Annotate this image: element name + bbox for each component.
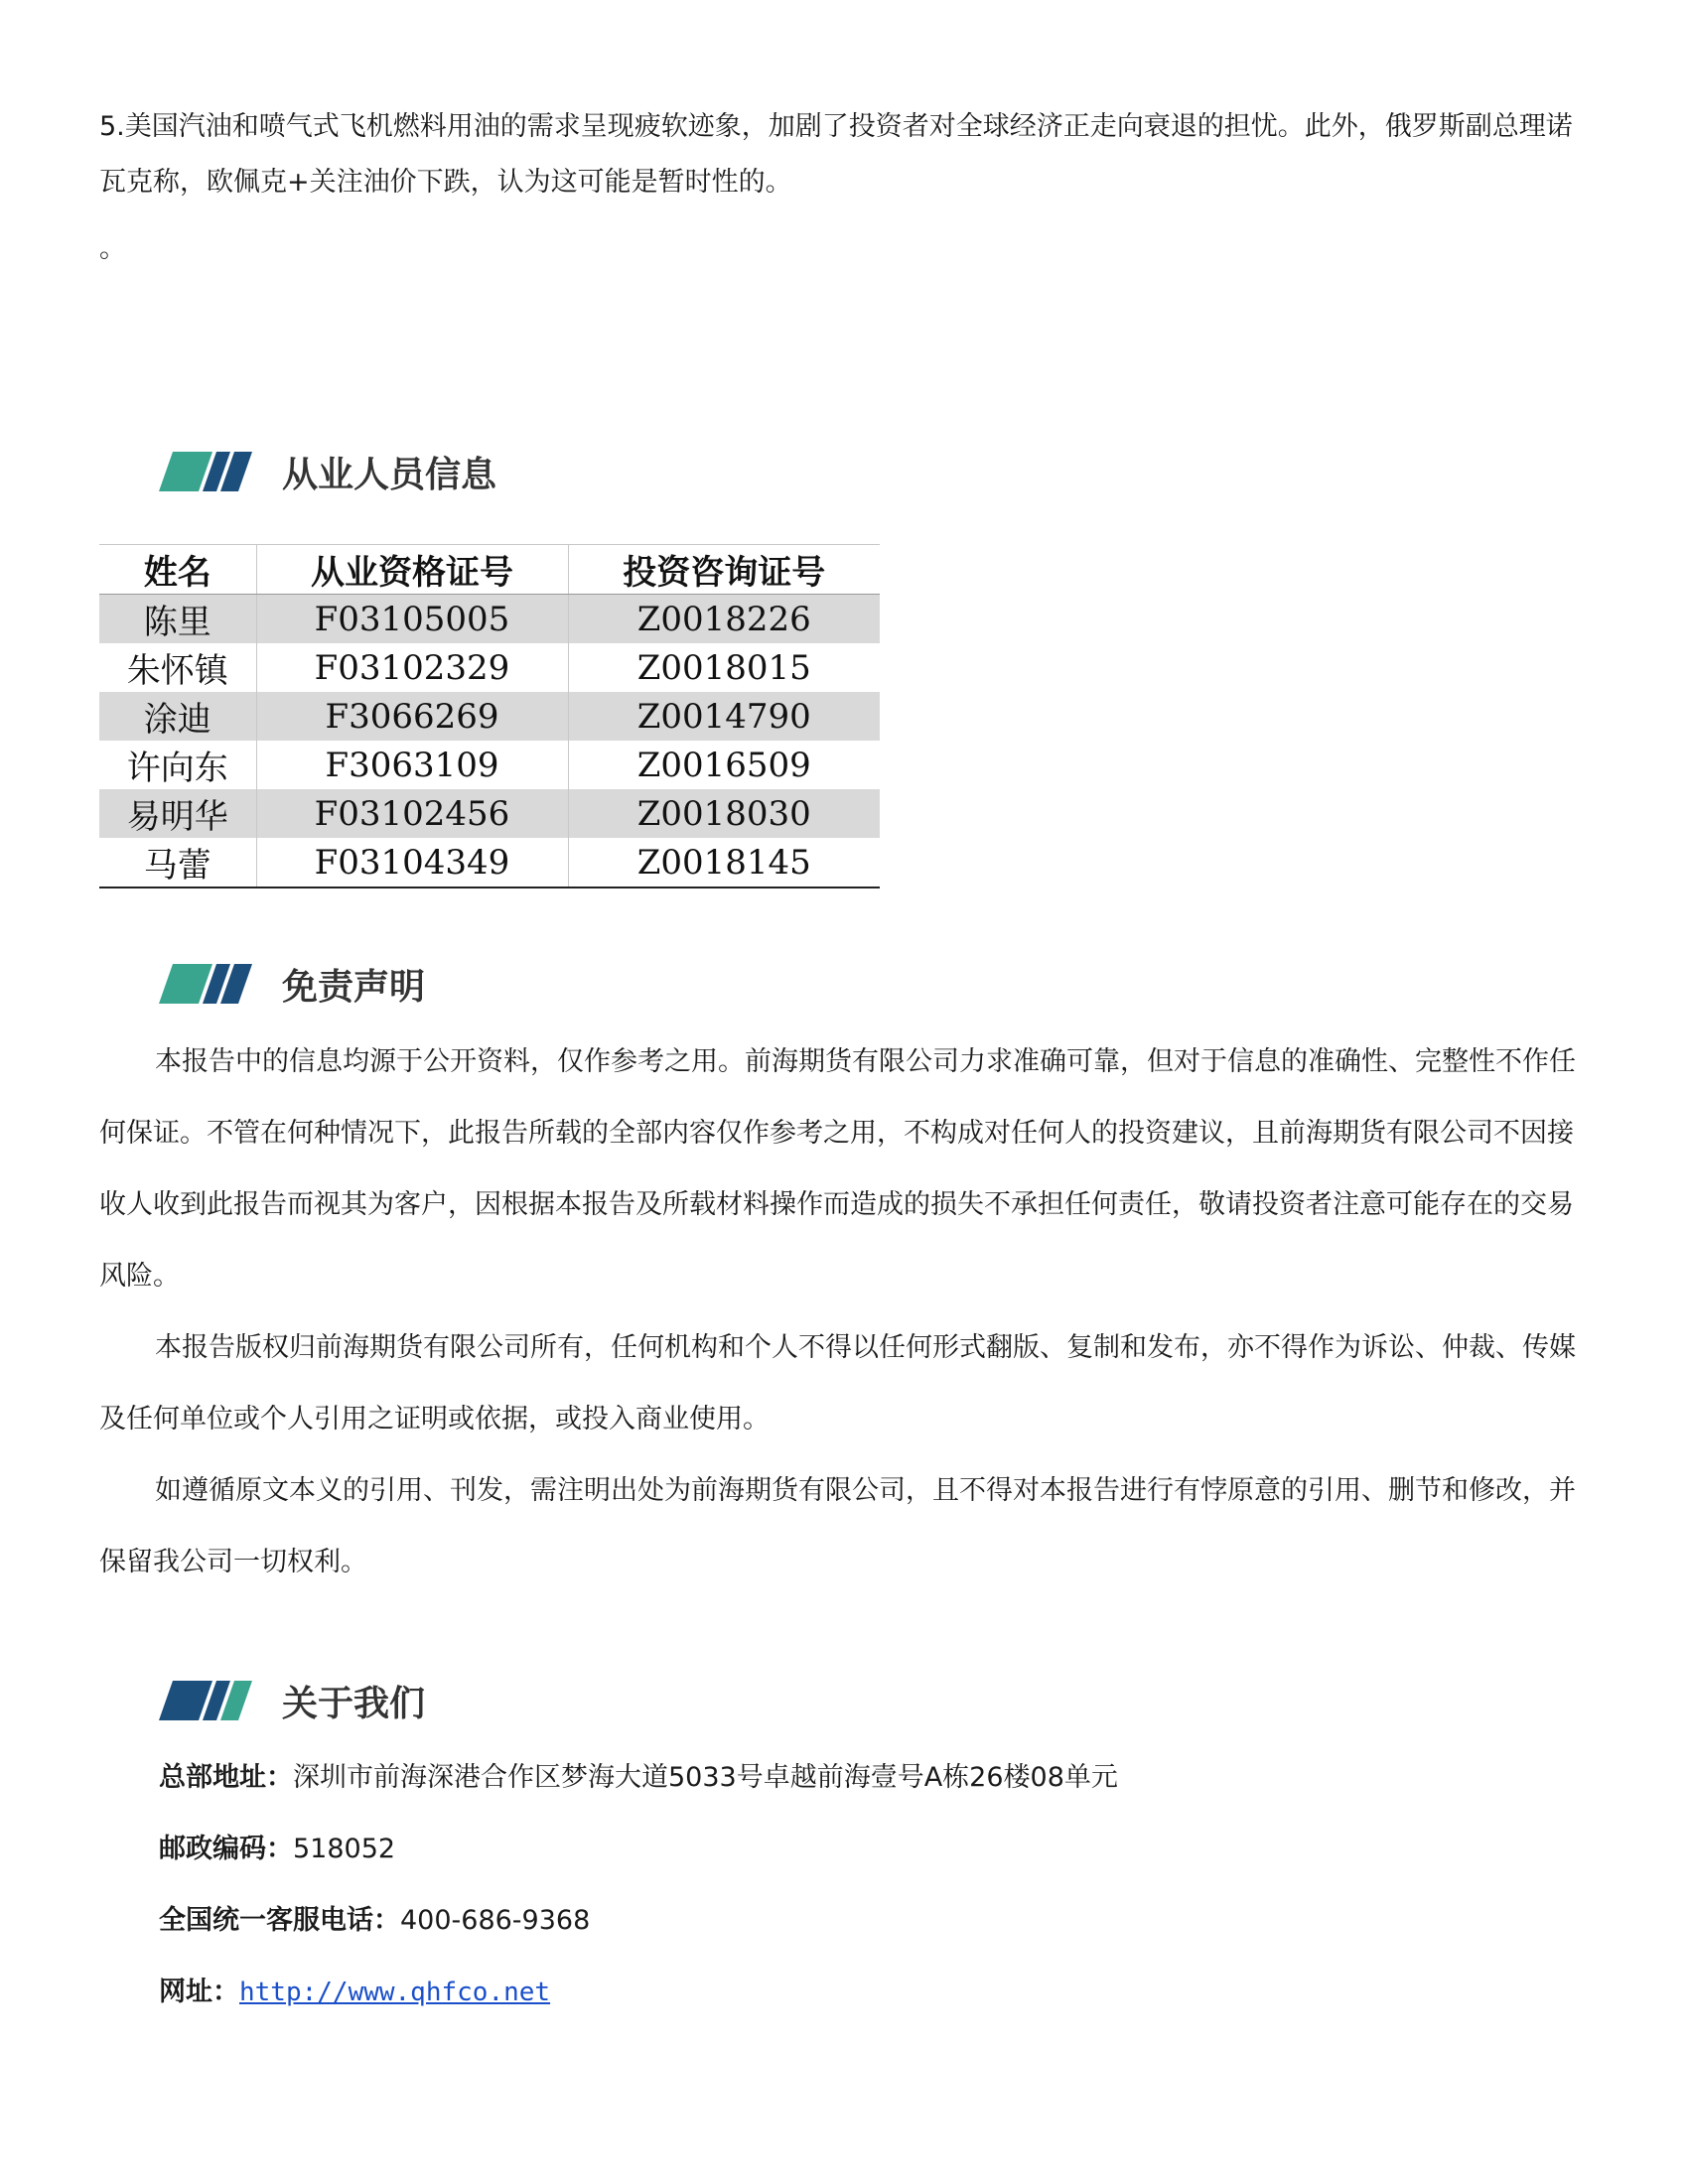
staff-name: 易明华 — [99, 789, 256, 838]
about-section-title: 关于我们 — [282, 1683, 426, 1724]
qualification-no: F03104349 — [256, 838, 568, 887]
postcode-label: 邮政编码： — [159, 1834, 293, 1864]
header-qualification: 从业资格证号 — [256, 545, 568, 595]
address-value: 深圳市前海深港合作区梦海大道5033号卓越前海壹号A栋26楼08单元 — [293, 1762, 1118, 1793]
table-row — [99, 643, 880, 692]
staff-name: 许向东 — [126, 749, 228, 788]
address-line — [159, 1755, 1118, 1794]
section-bar-icon — [159, 964, 252, 1004]
consulting-no: Z0018226 — [568, 595, 880, 644]
website-label: 网址： — [159, 1977, 239, 2007]
staff-name: 马蕾 — [143, 846, 211, 886]
staff-name: 朱怀镇 — [126, 651, 228, 691]
consulting-no: Z0016509 — [568, 741, 880, 789]
qualification-no: F3066269 — [256, 692, 568, 741]
staff-section-header — [159, 447, 496, 496]
header-name: 姓名 — [99, 545, 256, 595]
disclaimer-paragraph-3: 如遵循原文本义的引用、刊发，需注明出处为前海期货有限公司，且不得对本报告进行有悖原意的引用、删节和修改，并保留我公司一切权利。 — [99, 1475, 1576, 1577]
table-row — [99, 595, 880, 644]
stray-mark: 。 — [99, 233, 126, 264]
disclaimer-section-title: 免责声明 — [282, 966, 426, 1008]
section-bar-icon — [159, 1681, 252, 1720]
website-line — [159, 1970, 550, 2008]
disclaimer-section-header — [159, 959, 425, 1009]
qualification-no: F03102329 — [256, 643, 568, 692]
consulting-no: Z0014790 — [568, 692, 880, 741]
table-row — [99, 741, 880, 789]
header-consulting: 投资咨询证号 — [568, 545, 880, 595]
about-section-header — [159, 1676, 425, 1725]
table-row — [99, 789, 880, 838]
qualification-no: F03105005 — [256, 595, 568, 644]
section-bar-icon — [159, 452, 252, 491]
table-row — [99, 838, 880, 887]
intro-paragraph: 5.美国汽油和喷气式飞机燃料用油的需求呈现疲软迹象，加剧了投资者对全球经济正走向衰退的担忧。此外，俄罗斯副总理诺瓦克称，欧佩克+关注油价下跌，认为这可能是暂时性的。 — [99, 111, 1573, 198]
qualification-no: F03102456 — [256, 789, 568, 838]
table-header-row — [99, 545, 880, 595]
table-row — [99, 692, 880, 741]
staff-table — [99, 544, 880, 888]
staff-section-title: 从业人员信息 — [282, 454, 497, 495]
consulting-no: Z0018015 — [568, 643, 880, 692]
consulting-no: Z0018030 — [568, 789, 880, 838]
staff-name: 涂迪 — [99, 692, 256, 741]
qualification-no: F3063109 — [256, 741, 568, 789]
phone-value: 400-686-9368 — [400, 1905, 591, 1936]
staff-name: 陈里 — [99, 595, 256, 644]
consulting-no: Z0018145 — [568, 838, 880, 887]
postcode-value: 518052 — [293, 1834, 396, 1864]
disclaimer-paragraph-2: 本报告版权归前海期货有限公司所有，任何机构和个人不得以任何形式翻版、复制和发布，亦不得作为诉讼、仲裁、传媒及任何单位或个人引用之证明或依据，或投入商业使用。 — [99, 1332, 1576, 1434]
postcode-line — [159, 1827, 395, 1865]
address-label: 总部地址： — [159, 1762, 293, 1793]
disclaimer-paragraph-1: 本报告中的信息均源于公开资料，仅作参考之用。前海期货有限公司力求准确可靠，但对于信息的准确性、完整性不作任何保证。不管在何种情况下，此报告所载的全部内容仅作参考之用，不构成对任何人的投资建议，且前海期货有限公司不因接收人收到此报告而视其为客户，因根据本报告及所载材料操作而造成的损失不承担任何责任，敬请投资者注意可能存在的交易风险。 — [99, 1046, 1576, 1292]
website-link[interactable]: http://www.qhfco.net — [239, 1978, 551, 2007]
phone-line — [159, 1898, 590, 1937]
phone-label: 全国统一客服电话： — [159, 1905, 400, 1936]
